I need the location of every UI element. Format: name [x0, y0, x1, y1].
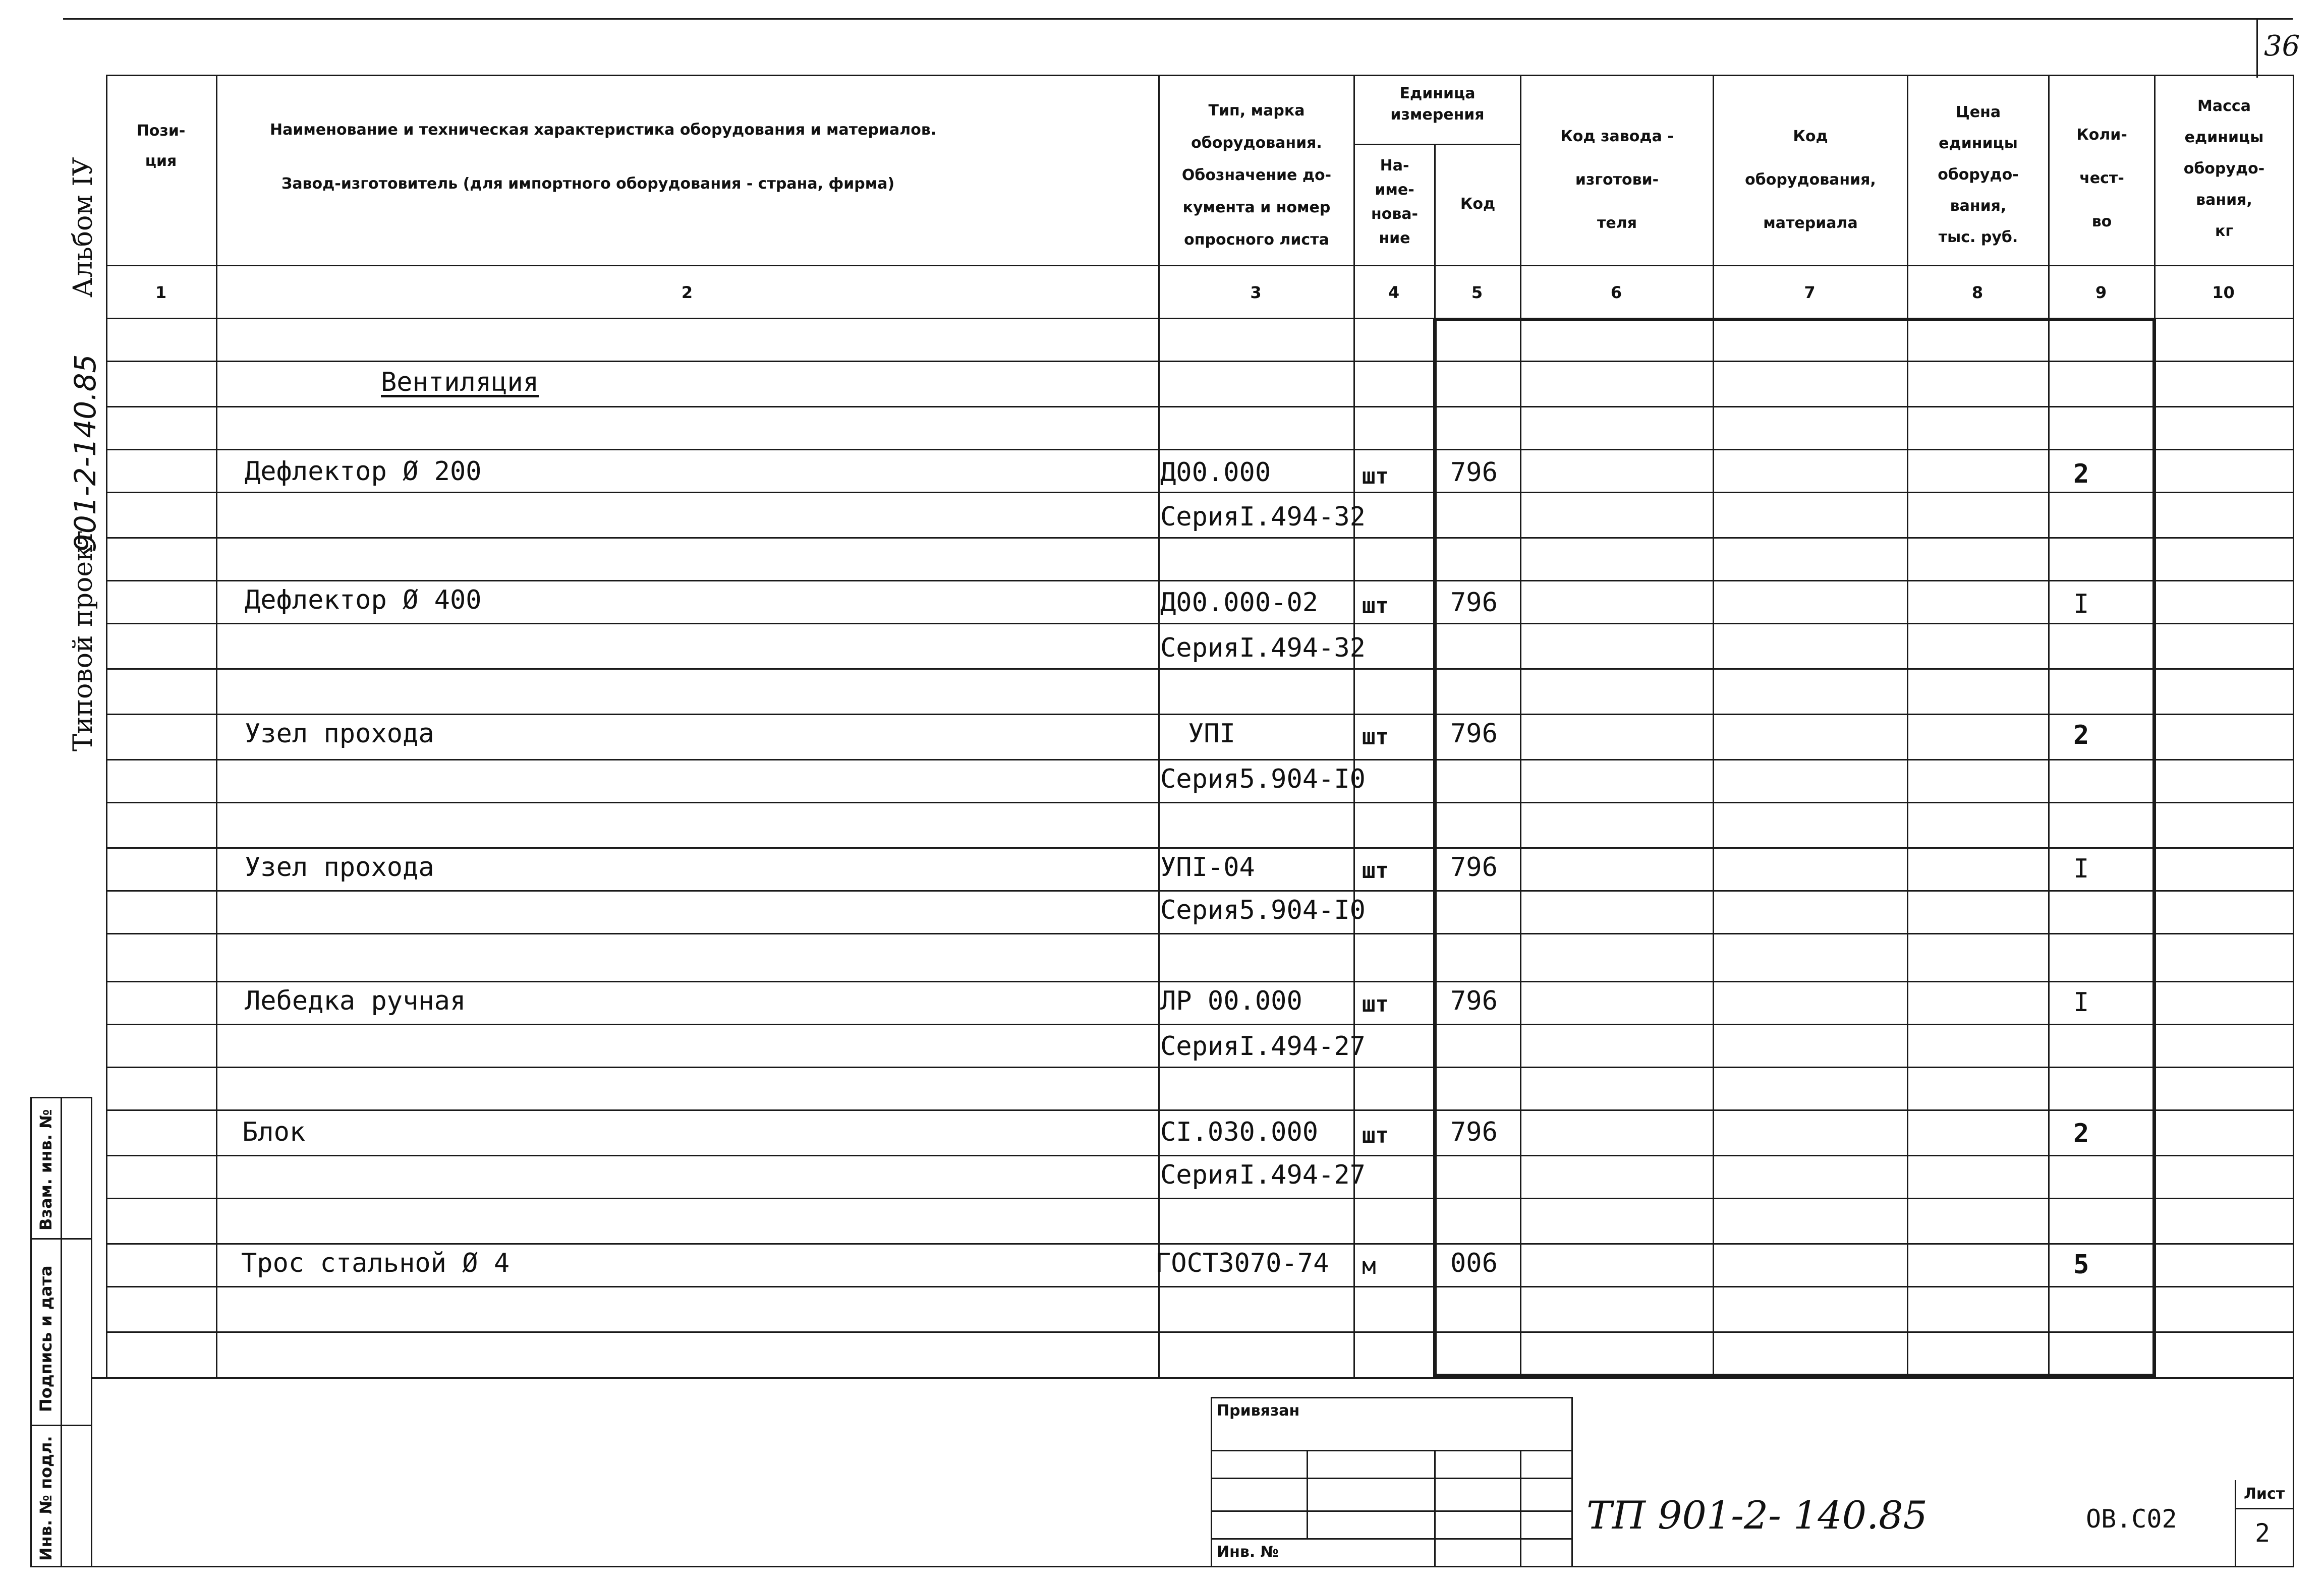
column-number: 4	[1388, 283, 1400, 302]
col-line-1	[216, 75, 217, 1377]
column-number: 7	[1804, 283, 1816, 302]
item-qty: 2	[2073, 459, 2089, 489]
stamp-line	[30, 1097, 91, 1098]
column-number: 2	[681, 283, 693, 302]
privyazan-label: Привязан	[1217, 1402, 1300, 1420]
item-name: Узел прохода	[245, 719, 434, 749]
page-bottom	[30, 1566, 2294, 1567]
item-qty: 2	[2073, 720, 2089, 750]
column-number: 9	[2095, 283, 2107, 302]
row-line	[106, 1286, 2294, 1287]
tb-vline	[1571, 1397, 1573, 1566]
row-line	[106, 449, 2294, 450]
item-type: УПI	[1188, 719, 1235, 749]
item-unit-code: 796	[1450, 588, 1498, 618]
item-type: Д00.000-02	[1160, 588, 1319, 618]
frame-top	[106, 75, 2294, 76]
header-bottom	[106, 265, 2294, 266]
header-quantity: Коли- чест- во	[2076, 126, 2127, 230]
item-type: Д00.000	[1160, 457, 1271, 488]
row-line	[106, 714, 2294, 715]
side-project-number: 901-2-140.85	[68, 354, 102, 552]
row-line	[106, 1243, 2294, 1245]
stamp-vzam-inv: Взам. инв. №	[36, 1109, 55, 1230]
header-name-line2: Завод-изготовитель (для импортного оборудования - страна, фирма)	[281, 175, 895, 193]
row-line	[106, 1109, 2294, 1111]
item-name: Дефлектор Ø 400	[245, 585, 482, 615]
section-title: Вентиляция	[381, 367, 539, 397]
item-type: УПI-04	[1160, 852, 1255, 883]
stamp-inner-right	[91, 1097, 92, 1566]
row-line	[106, 492, 2294, 493]
stamp-outer-left	[30, 1097, 32, 1566]
tb-line	[1211, 1510, 1571, 1512]
header-equipment-code: Код оборудования, материала	[1745, 128, 1876, 232]
header-unit-group: Единица измерения	[1390, 85, 1485, 124]
row-line	[106, 361, 2294, 362]
row-line	[106, 1024, 2294, 1025]
thick-top	[1433, 318, 2156, 321]
row-line	[106, 847, 2294, 849]
tb-line	[1211, 1450, 1571, 1451]
row-line	[106, 1155, 2294, 1156]
sheet-label: Лист	[2244, 1485, 2285, 1503]
header-mass: Масса единицы оборудо- вания, кг	[2183, 97, 2265, 240]
column-number: 1	[155, 283, 167, 302]
item-unit: шт	[1362, 991, 1389, 1017]
item-unit-code: 796	[1450, 719, 1498, 749]
row-line	[106, 668, 2294, 670]
header-type: Тип, марка оборудования. Обозначение до- кумента и номер опросного листа	[1181, 102, 1332, 249]
item-unit-code: 006	[1450, 1248, 1498, 1278]
item-unit: шт	[1362, 858, 1389, 884]
row-line	[106, 1198, 2294, 1199]
col-line-5	[1520, 75, 1521, 1377]
project-number-handwritten: ТП 901-2- 140.85	[1586, 1493, 1928, 1538]
stamp-inv-podl: Инв. № подл.	[36, 1436, 55, 1561]
tb-line	[1211, 1538, 1571, 1540]
row-line	[106, 802, 2294, 803]
page-number-box-left	[2256, 18, 2258, 78]
row-line	[106, 890, 2294, 892]
item-series: Серия5.904-I0	[1160, 895, 1366, 925]
column-number: 3	[1250, 283, 1262, 302]
col-line-2	[1158, 75, 1160, 1377]
item-name: Блок	[242, 1117, 306, 1147]
header-factory-code: Код завода - изготови- теля	[1560, 128, 1674, 232]
item-series: СерияI.494-32	[1160, 502, 1366, 532]
item-name: Трос стальной Ø 4	[241, 1248, 510, 1278]
item-unit: шт	[1362, 463, 1389, 489]
stamp-divider	[61, 1097, 62, 1566]
item-qty: I	[2073, 854, 2089, 884]
frame-right	[2293, 75, 2294, 1567]
column-number: 10	[2212, 283, 2235, 302]
col-line-8	[2048, 75, 2050, 1377]
item-unit: шт	[1362, 1123, 1389, 1148]
row-line	[106, 406, 2294, 407]
side-album: Альбом IУ	[68, 157, 98, 298]
row-line	[106, 759, 2294, 760]
stamp-line	[30, 1425, 91, 1426]
page-number: 36	[2264, 30, 2300, 63]
row-line	[106, 933, 2294, 934]
top-rule	[63, 18, 2293, 20]
header-name-line1: Наименование и техническая характеристика оборудования и материалов.	[270, 121, 937, 139]
side-typical-project: Типовой проект	[68, 530, 98, 751]
tb-vline	[1307, 1450, 1308, 1538]
item-type: ЛР 00.000	[1160, 986, 1302, 1016]
item-qty: 5	[2073, 1250, 2089, 1280]
item-qty: I	[2073, 589, 2089, 619]
item-name: Узел прохода	[245, 852, 434, 883]
column-number: 8	[1971, 283, 1983, 302]
thick-bottom	[1433, 1374, 2156, 1377]
item-series: Серия5.904-I0	[1160, 764, 1366, 794]
sheet-box-line	[2235, 1508, 2293, 1509]
header-unit-name: На- име- нова- ние	[1371, 157, 1419, 247]
unit-group-rule	[1353, 144, 1520, 145]
sheet-number: 2	[2255, 1518, 2271, 1548]
column-number: 5	[1471, 283, 1483, 302]
header-unit-code: Код	[1460, 195, 1496, 213]
item-unit-code: 796	[1450, 457, 1498, 488]
item-unit: м	[1362, 1252, 1376, 1279]
row-line	[106, 1331, 2294, 1333]
header-price: Цена единицы оборудо- вания, тыс. руб.	[1938, 103, 2019, 246]
tb-line	[1211, 1397, 1571, 1398]
stamp-line	[30, 1238, 91, 1240]
tb-line	[1211, 1478, 1571, 1479]
tb-vline	[1434, 1450, 1436, 1566]
inv-no-label: Инв. №	[1217, 1543, 1279, 1561]
table-bottom	[91, 1377, 2294, 1379]
item-name: Лебедка ручная	[245, 986, 466, 1016]
item-type: ГОСТ3070-74	[1155, 1248, 1329, 1278]
sheet-box-left	[2235, 1480, 2236, 1566]
item-unit-code: 796	[1450, 1117, 1498, 1147]
item-qty: I	[2073, 987, 2089, 1018]
item-unit: шт	[1362, 724, 1389, 750]
item-unit-code: 796	[1450, 986, 1498, 1016]
item-type: СI.030.000	[1160, 1117, 1319, 1147]
item-series: СерияI.494-27	[1160, 1031, 1366, 1062]
frame-left	[106, 75, 107, 1377]
col-line-6	[1713, 75, 1714, 1377]
row-line	[106, 580, 2294, 581]
row-line	[106, 981, 2294, 982]
row-line	[106, 623, 2294, 624]
column-number: 6	[1610, 283, 1622, 302]
item-series: СерияI.494-32	[1160, 633, 1366, 663]
tb-vline	[1211, 1397, 1212, 1566]
row-line	[106, 1067, 2294, 1068]
row-line	[106, 537, 2294, 539]
document-code: ОВ.С02	[2086, 1504, 2177, 1534]
stamp-podpis-data: Подпись и дата	[36, 1265, 55, 1412]
tb-vline	[1520, 1450, 1521, 1566]
item-name: Дефлектор Ø 200	[245, 456, 482, 487]
item-unit: шт	[1362, 593, 1389, 619]
header-position: Пози- ция	[136, 122, 186, 170]
item-qty: 2	[2073, 1119, 2089, 1149]
col-line-7	[1907, 75, 1908, 1377]
item-unit-code: 796	[1450, 852, 1498, 883]
item-series: СерияI.494-27	[1160, 1160, 1366, 1190]
